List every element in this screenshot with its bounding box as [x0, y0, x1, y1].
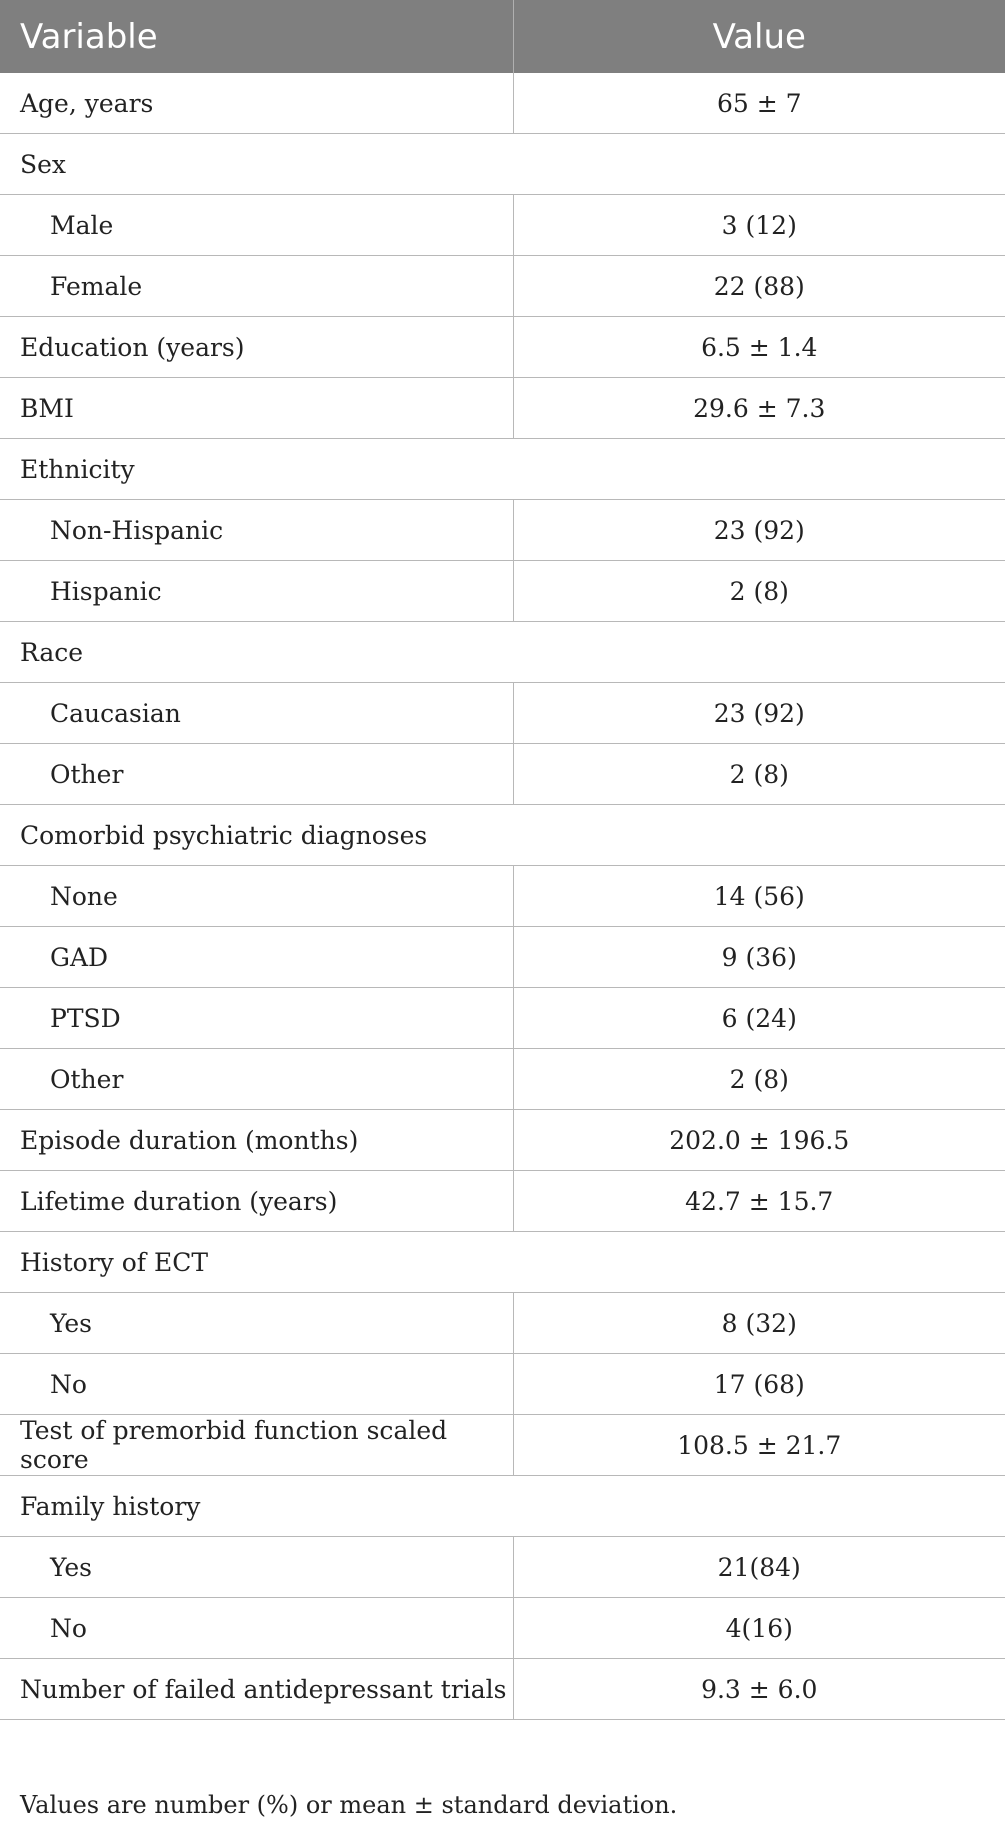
table-row [0, 1659, 1005, 1720]
value-cell: 8 (32) [513, 1293, 1005, 1354]
value-cell: 202.0 ± 196.5 [513, 1110, 1005, 1171]
table-footnote: Values are number (%) or mean ± standard deviation. [20, 1791, 678, 1819]
group-label: Family history [0, 1476, 1005, 1537]
value-cell: 2 (8) [513, 1049, 1005, 1110]
table-row [0, 1293, 1005, 1354]
variable-cell: Test of premorbid function scaled score [0, 1415, 513, 1476]
variable-cell: Education (years) [0, 317, 513, 378]
variable-cell: Caucasian [0, 683, 513, 744]
variable-cell: Male [0, 195, 513, 256]
group-header-row [0, 1232, 1005, 1293]
table-row [0, 1537, 1005, 1598]
value-cell: 3 (12) [513, 195, 1005, 256]
value-cell: 108.5 ± 21.7 [513, 1415, 1005, 1476]
group-label: Race [0, 622, 1005, 683]
table-row [0, 256, 1005, 317]
variable-cell: GAD [0, 927, 513, 988]
value-cell: 9 (36) [513, 927, 1005, 988]
group-label: Ethnicity [0, 439, 1005, 500]
table-row [0, 378, 1005, 439]
table-row [0, 1415, 1005, 1476]
table-row [0, 561, 1005, 622]
header-variable: Variable [0, 0, 513, 73]
table-row [0, 988, 1005, 1049]
variable-cell: No [0, 1354, 513, 1415]
variable-cell: Other [0, 1049, 513, 1110]
value-cell: 23 (92) [513, 683, 1005, 744]
variable-cell: Hispanic [0, 561, 513, 622]
table-body [0, 73, 1005, 1720]
value-cell: 6.5 ± 1.4 [513, 317, 1005, 378]
group-label: Sex [0, 134, 1005, 195]
value-cell: 17 (68) [513, 1354, 1005, 1415]
variable-cell: Lifetime duration (years) [0, 1171, 513, 1232]
group-header-row [0, 439, 1005, 500]
value-cell: 21(84) [513, 1537, 1005, 1598]
header-value: Value [513, 0, 1005, 73]
value-cell: 29.6 ± 7.3 [513, 378, 1005, 439]
variable-cell: No [0, 1598, 513, 1659]
table-row [0, 1598, 1005, 1659]
variable-cell: Yes [0, 1293, 513, 1354]
table-row [0, 866, 1005, 927]
table-row [0, 1110, 1005, 1171]
table-row [0, 1354, 1005, 1415]
table-row [0, 500, 1005, 561]
group-header-row [0, 805, 1005, 866]
variable-cell: Non-Hispanic [0, 500, 513, 561]
header-row [0, 0, 1005, 73]
group-label: Comorbid psychiatric diagnoses [0, 805, 1005, 866]
value-cell: 23 (92) [513, 500, 1005, 561]
table-row [0, 683, 1005, 744]
group-header-row [0, 134, 1005, 195]
table-row [0, 744, 1005, 805]
variable-cell: Other [0, 744, 513, 805]
variable-cell: PTSD [0, 988, 513, 1049]
value-cell: 65 ± 7 [513, 73, 1005, 134]
variable-cell: None [0, 866, 513, 927]
table-row [0, 1049, 1005, 1110]
variable-cell: Female [0, 256, 513, 317]
value-cell: 22 (88) [513, 256, 1005, 317]
value-cell: 2 (8) [513, 744, 1005, 805]
value-cell: 42.7 ± 15.7 [513, 1171, 1005, 1232]
variable-cell: Age, years [0, 73, 513, 134]
variable-cell: Episode duration (months) [0, 1110, 513, 1171]
table-row [0, 927, 1005, 988]
group-header-row [0, 1476, 1005, 1537]
variable-cell: Number of failed antidepressant trials [0, 1659, 513, 1720]
table-row [0, 73, 1005, 134]
variable-cell: BMI [0, 378, 513, 439]
table-row [0, 1171, 1005, 1232]
group-label: History of ECT [0, 1232, 1005, 1293]
value-cell: 4(16) [513, 1598, 1005, 1659]
value-cell: 6 (24) [513, 988, 1005, 1049]
table-row [0, 195, 1005, 256]
group-header-row [0, 622, 1005, 683]
value-cell: 9.3 ± 6.0 [513, 1659, 1005, 1720]
table-row [0, 317, 1005, 378]
value-cell: 14 (56) [513, 866, 1005, 927]
variable-cell: Yes [0, 1537, 513, 1598]
value-cell: 2 (8) [513, 561, 1005, 622]
